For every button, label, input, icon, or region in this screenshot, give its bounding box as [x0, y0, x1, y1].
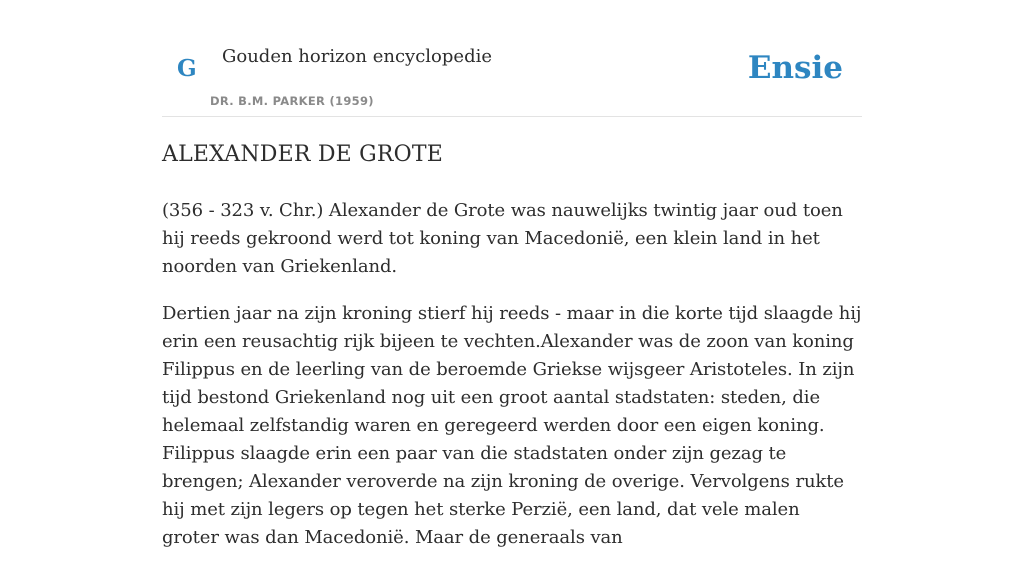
article-title: ALEXANDER DE GROTE [162, 142, 444, 167]
book-letter-link[interactable]: G [177, 55, 197, 82]
article-paragraph: (356 - 323 v. Chr.) Alexander de Grote was nauwelijks twintig jaar oud toen hij reeds gekroond werd tot koning van Macedonië, een klein land in het noorden van Griekenland. [162, 200, 843, 277]
book-author: DR. B.M. PARKER (1959) [210, 94, 374, 108]
brand-logo-link[interactable]: Ensie [747, 50, 843, 86]
page-header [162, 0, 862, 117]
article-paragraph: Dertien jaar na zijn kroning stierf hij reeds - maar in die korte tijd slaagde hij erin een reusachtig rijk bijeen te vechten.Alexander was de zoon van koning Filippus en de leerling van de beroemde Griekse wijsgeer Aristoteles. In zijn tijd bestond Griekenland nog uit een groot aantal stadstaten: steden, die helemaal zelfstandig waren en geregeerd werden door een eigen koning. Filippus slaagde erin een paar van die stadstaten onder zijn gezag te brengen; Alexander veroverde na zijn kroning de overige. Vervolgens rukte hij met zijn legers op tegen het sterke Perzië, een land, dat vele malen groter was dan Macedonië. Maar de generaals van [162, 303, 862, 548]
article [162, 138, 862, 571]
book-title[interactable]: Gouden horizon encyclopedie [222, 46, 492, 67]
